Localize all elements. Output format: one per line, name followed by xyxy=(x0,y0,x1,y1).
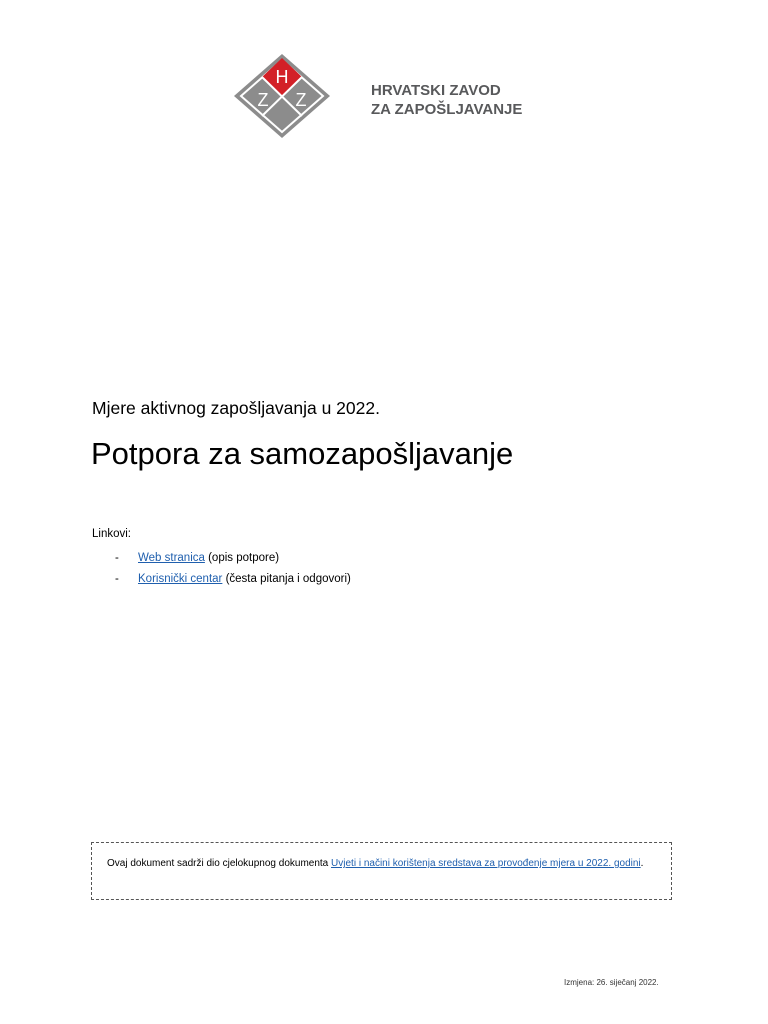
link-description: (opis potpore) xyxy=(204,552,280,564)
document-subtitle: Mjere aktivnog zapošljavanja u 2022. xyxy=(92,398,380,418)
link-description: (česta pitanja i odgovori) xyxy=(222,573,351,585)
logo-letter-z-left: Z xyxy=(257,90,269,110)
logo-wordmark xyxy=(371,81,522,119)
uvjeti-document-link[interactable]: Uvjeti i načini korištenja sredstava za provođenje mjera u 2022. godini xyxy=(331,858,641,869)
header-logo xyxy=(230,50,530,142)
web-stranica-link[interactable]: Web stranica xyxy=(138,552,205,564)
notice-text: Ovaj dokument sadrži dio cjelokupnog dokumenta xyxy=(107,858,332,869)
notice-suffix: . xyxy=(640,858,644,869)
hzz-logo-icon xyxy=(230,50,352,142)
notice-box xyxy=(91,842,672,900)
korisnicki-centar-link[interactable]: Korisnički centar xyxy=(138,573,223,585)
logo-letter-z-right: Z xyxy=(295,90,307,110)
logo-letter-h: H xyxy=(275,67,289,87)
logo-line-2: ZA ZAPOŠLJAVANJE xyxy=(371,101,523,118)
list-item-body xyxy=(138,550,279,566)
links-label: Linkovi: xyxy=(92,528,131,540)
document-title: Potpora za samozapošljavanje xyxy=(91,436,514,471)
list-item-body xyxy=(138,571,351,587)
list-bullet: - xyxy=(115,552,119,564)
logo-line-1: HRVATSKI ZAVOD xyxy=(371,82,501,99)
list-bullet: - xyxy=(115,573,119,585)
revision-date: Izmjena: 26. siječanj 2022. xyxy=(564,978,659,987)
